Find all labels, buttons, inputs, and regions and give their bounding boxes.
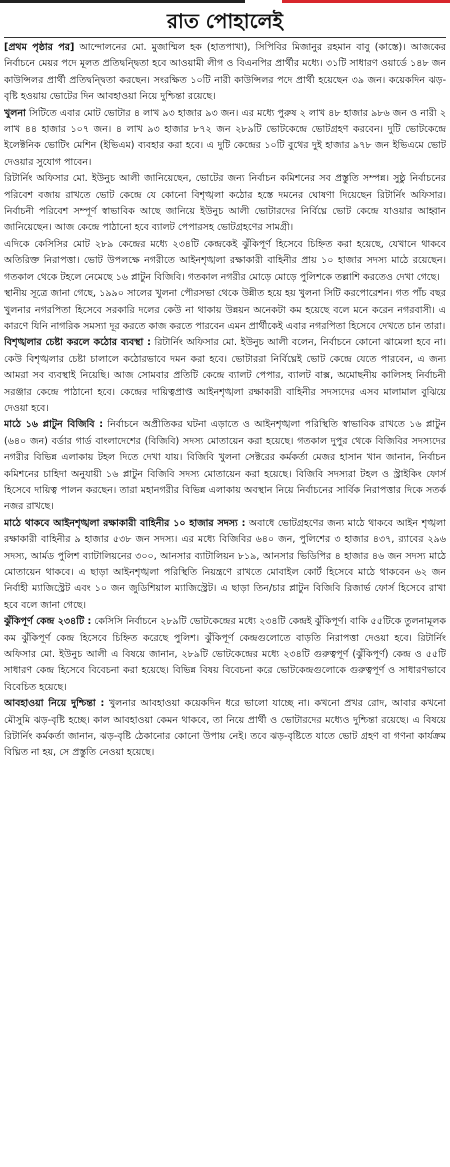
paragraph-lead: খুলনা [4,107,26,119]
paragraph-text: খুলনার আবহাওয়া কয়েকদিন ধরে ভালো যাচ্ছে না। কখনো প্রখর রোদ, আবার কখনো মৌসুমি ঝড়-বৃষ্টি হচ্ছে। কাল আবহাওয়া কেমন থাকবে, তা নিয়ে প্রার্থী ও ভোটারদের মধ্যেও দুশ্চিন্তা রয়েছে। এ বিষয়ে রিটার্নিং কর্মকর্তা জানান, ঝড়-বৃষ্টি ঠেকানোর কোনো উপায় নেই। তবে ঝড়-বৃষ্টিতে যাতে ভোট গ্রহণ বা গণনা কার্যক্রম বিঘ্নিত না হয়, সে প্রস্তুতি নেওয়া হয়েছে। [4,698,446,759]
paragraph [4,335,446,417]
headline: রাত পোহালেই [167,9,283,33]
article-body [4,40,446,1163]
paragraph [4,40,446,106]
paragraph [4,516,446,614]
paragraph-text: রিটার্নিং অফিসার মো. ইউনুচ আলী বলেন, নির্বাচনে কোনো ঝামেলা হবে না। কেউ বিশৃঙ্খলার চেষ্টা চালালে কঠোরভাবে দমন করা হবে। ভোটাররা নির্বিঘ্নেই ভোট কেন্দ্রে যেতে পারবেন, এ জন্য আমরা সব ব্যবস্থাই নিয়েছি। আজ সোমবার প্রতিটি কেন্দ্রে ব্যালট পেপার, ব্যালট বাক্স, অমোছনীয় কালিসহ নির্বাচনী সরঞ্জার কেন্দ্রে পাঠানো হবে। কেন্দ্রের দায়িত্বপ্রাপ্ত আইনশৃঙ্খলা রক্ষাকারী বাহিনীর সদস্যদের এসব মালামাল বুঝিয়ে দেওয়া হবে। [4,337,446,414]
paragraph-text: কেসিসি নির্বাচনে ২৮৯টি ভোটকেন্দ্রের মধ্যে ২৩৪টি কেন্দ্রই ঝুঁকিপূর্ণ। বাকি ৫৫টিকে তুলনামূলক কম ঝুঁকিপূর্ণ কেন্দ্র হিসেবে চিহ্নিত করেছে পুলিশ। ঝুঁকিপূর্ণ কেন্দ্রগুলোতে বাড়তি নিরাপত্তা দেওয়া হবে। রিটার্নিং অফিসার মো. ইউনুচ আলী এ বিষয়ে জানান, ২৮৯টি ভোটকেন্দ্রের মধ্যে ২৩৪টি গুরুত্বপূর্ণ (ঝুঁকিপূর্ণ) কেন্দ্র ও ৫৫টি সাধারণ কেন্দ্র হিসেবে বিবেচনা করা হয়েছে। বিভিন্ন বিষয় বিবেচনা করে ভোটকেন্দ্রগুলোকে গুরুত্বপূর্ণ ও সাধারণভাবে বিবেচিত হয়েছে। [4,616,446,693]
paragraph-text: অবাধে ভোটগ্রহণের জন্য মাঠে থাকবে আইন শৃঙ্খলা রক্ষাকারী বাহিনীর ৯ হাজার ৫৩৮ জন সদস্য। এর মধ্যে বিজিবির ৬৪০ জন, পুলিশের ৩ হাজার ৪৩৭, র‌্যাবের ২৯৬ সদস্য, আর্মড পুলিশ ব্যাটালিয়নের ৩০০, আনসার ব্যাটালিয়ন ৮১৯, আনসার ভিডিপির ৪ হাজার ৪৬ জন সদস্য মাঠে মোতায়েন থাকবে। এ ছাড়া আইনশৃঙ্খলা পরিস্থিতি নিয়ন্ত্রণে রাখতে মোবাইল কোর্ট হিসেবে মাঠে থাকবেন ৬২ জন নির্বাহী ম্যাজিস্ট্রেট এবং ১০ জন জুডিশিয়াল ম্যাজিস্ট্রেট। এ ছাড়া তিন/চার প্লাটুন বিজিবি রিজার্ভ ফোর্স হিসেবে রাখা হবে বলে জানা গেছে। [4,517,446,611]
paragraph [4,237,446,286]
paragraph-text: সিটিতে এবার মোট ভোটার ৪ লাখ ৯৩ হাজার ৯৩ জন। এর মধ্যে পুরুষ ২ লাখ ৪৮ হাজার ৯৮৬ জন ও নারী ২ লাখ ৪৪ হাজার ১০৭ জন। ৪ লাখ ৯৩ হাজার ৮৭২ জন ২৮৯টি ভোটকেন্দ্রে ভোটগ্রহণ করবেন। দুটি ভোটকেন্দ্রে ইলেক্টনিক ভোটিং মেশিন (ইভিএম) ব্যবহার করা হবে। এ দুটি কেন্দ্রের ১০টি বুথের দুই হাজার ৯৭৮ জন ইভিএমে ভোট দেওয়ার সুযোগ পাবেন। [4,107,446,168]
subheading: বিশৃঙ্খলার চেষ্টা করলে কঠোর ব্যবস্থা : [4,337,151,349]
subheading: মাঠে ১৬ প্লাটুন বিজিবি : [4,419,104,431]
paragraph-text: স্থানীয় সূত্রে জানা গেছে, ১৯৯০ সালের খুলনা পৌরসভা থেকে উন্নীত হয়ে হয় খুলনা সিটি করপোরেশন। গত পাঁচ বছর খুলনার নগরপিতা হিসেবে সরকারি দলের কেউ না থাকায় উন্নয়ন অনেকটা কম হয়েছে বলে মনে করেন নগরবাসী। এ কারণে যিনি নাগরিক সমস্যা দূর করতে কাজ করতে পারবেন এমন প্রার্থীকেই এবার নগরপিতা হিসেবে দেখতে চান তারা। [4,288,446,332]
paragraph [4,417,446,515]
header-rule-red [282,0,450,3]
paragraph [4,614,446,696]
subheading: মাঠে থাকবে আইনশৃঙ্খলা রক্ষাকারী বাহিনীর ১০ হাজার সদস্য : [4,517,246,529]
paragraph-text: নির্বাচনে অপ্রীতিকর ঘটনা এড়াতে ও আইনশৃঙ্খলা পরিস্থিতি স্বাভাবিক রাখতে ১৬ প্লাটুন (৬৪০ জন) বর্ডার গার্ড বাংলাদেশের (বিজিবি) সদস্য মোতায়েন করা হয়েছে। গতকাল দুপুর থেকে বিজিবির সদস্যদের নগরীর বিভিন্ন এলাকায় টহল দিতে দেখা যায়। বিজিবি খুলনা সেক্টরের কর্মকর্তা মেজর হাসান খান জানান, নির্বাচন কমিশনের চাহিদা অনুযায়ী ১৬ প্লাটুন বিজিবি সদস্য মোতায়েন করা হয়েছে। বিজিবি সদস্যরা টহল ও স্ট্রাইকিং ফোর্স হিসেবে দায়িত্ব পালন করছেন। তারা মহানগরীর বিভিন্ন এলাকায় অবস্থান নিয়ে নির্বাচনের সার্বিক নিরাপত্তার দিকে সতর্ক নজর রাখছে। [4,419,446,513]
paragraph-text: রিটার্নিং অফিসার মো. ইউনুচ আলী জানিয়েছেন, ভোটের জন্য নির্বাচন কমিশনের সব প্রস্তুতি সম্পন্ন। সুষ্ঠু নির্বাচনের পরিবেশ বজায় রাখতে ভোট কেন্দ্রে যে কোনো বিশৃঙ্খলা কঠোর হস্তে দমনের ঘোষণা দিয়েছেন রিটার্নিং অফিসার। নির্বাচনী পরিবেশ সম্পূর্ণ স্বাভাবিক আছে জানিয়ে ইউনুচ আলী ভোটারদের নির্বিঘ্নে ভোট কেন্দ্রে যাওয়ার আহ্বান জানিয়েছেন। আজ কেন্দ্রে পাঠানো হবে ব্যালট পেপারসহ ভোটগ্রহণের সামগ্রী। [4,173,446,234]
subheading: ঝুঁকিপূর্ণ কেন্দ্র ২৩৪টি : [4,616,92,628]
header-rule-dark [0,0,245,3]
paragraph [4,696,446,762]
paragraph [4,171,446,237]
paragraph-lead: [প্রথম পৃষ্ঠার পর] [4,42,75,53]
paragraph [4,286,446,335]
headline-divider [4,37,446,38]
paragraph-text: এদিকে কেসিসির মোট ২৮৯ কেন্দ্রের মধ্যে ২৩৪টি কেন্দ্রকেই ঝুঁকিপূর্ণ হিসেবে চিহ্নিত করা হয়েছে, যেখানে থাকবে অতিরিক্ত নিরাপত্তা। ভোট উপলক্ষে নগরীতে আইনশৃঙ্খলা রক্ষাকারী বাহিনীর প্রায় ১০ হাজার সদস্য মাঠে রয়েছেন। গতকাল থেকে টহলে নেমেছে ১৬ প্লাটুন বিজিবি। গতকাল নগরীর মোড়ে মোড়ে পুলিশকে তল্লাশি করতেও দেখা গেছে। [4,238,446,283]
subheading: আবহাওয়া নিয়ে দুশ্চিন্তা : [4,698,105,710]
header-rule [0,0,450,3]
paragraph-text: আন্দোলনের মো. মুজাম্মিল হক (হাতপাখা), সিপিবির মিজানুর রহমান বাবু (কাস্তে)। আজকের নির্বাচনে মেয়র পদে মূলত প্রতিদ্বন্দ্বিতা হবে আওয়ামী লীগ ও বিএনপির প্রার্থীর মধ্যে। ৩১টি সাধারণ ওয়ার্ডে ১৪৮ জন কাউন্সিলর প্রার্থী প্রতিদ্বন্দ্বিতা করছেন। সংরক্ষিত ১০টি নারী কাউন্সিলর পদে প্রার্থী হয়েছেন ৩৯ জন। কয়েকদিন ঝড়-বৃষ্টি হওয়ায় ভোটের দিন আবহাওয়া নিয়ে দুশ্চিন্তা রয়েছে। [4,42,446,103]
paragraph [4,106,446,172]
